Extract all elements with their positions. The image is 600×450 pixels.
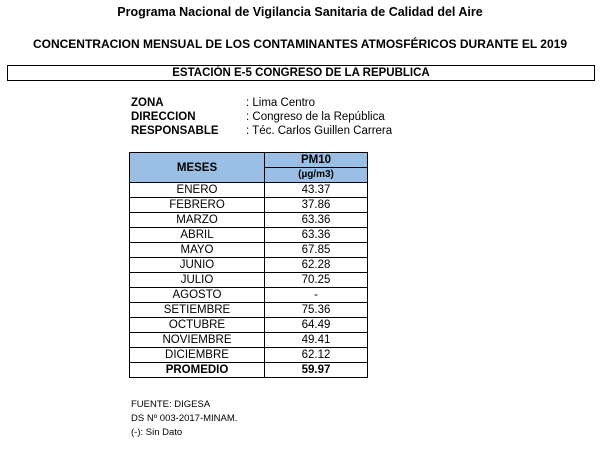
average-value: 59.97 (265, 363, 368, 378)
info-row-responsable (131, 124, 392, 138)
value-cell: 70.25 (265, 273, 368, 288)
month-cell: DICIEMBRE (130, 348, 265, 363)
table-row (130, 303, 368, 318)
month-cell: ABRIL (130, 228, 265, 243)
month-cell: MARZO (130, 213, 265, 228)
header-pm10: PM10 (265, 153, 368, 168)
value-cell: 49.41 (265, 333, 368, 348)
table-row (130, 318, 368, 333)
month-cell: FEBRERO (130, 198, 265, 213)
table-row (130, 288, 368, 303)
document-title: Programa Nacional de Vigilancia Sanitaria de Calidad del Aire (117, 5, 483, 19)
table-row (130, 198, 368, 213)
info-value: : Téc. Carlos Guillen Carrera (246, 125, 393, 137)
table-row (130, 243, 368, 258)
footnotes (131, 398, 237, 440)
table-row (130, 183, 368, 198)
footnote-no-data: (-): Sin Dato (131, 427, 183, 438)
station-info (131, 96, 392, 138)
table-row (130, 228, 368, 243)
table-row (130, 348, 368, 363)
month-cell: JUNIO (130, 258, 265, 273)
document-subtitle: CONCENTRACION MENSUAL DE LOS CONTAMINANTES ATMOSFÉRICOS DURANTE EL 2019 (32, 37, 568, 51)
value-cell: 62.28 (265, 258, 368, 273)
month-cell: NOVIEMBRE (130, 333, 265, 348)
month-cell: OCTUBRE (130, 318, 265, 333)
value-cell: 63.36 (265, 228, 368, 243)
station-banner: ESTACIÓN E-5 CONGRESO DE LA REPUBLICA (7, 65, 595, 81)
table-row (130, 333, 368, 348)
value-cell: 75.36 (265, 303, 368, 318)
month-cell: ENERO (130, 183, 265, 198)
footnote-source: FUENTE: DIGESA (131, 399, 211, 410)
value-cell: 64.49 (265, 318, 368, 333)
value-cell: - (265, 288, 368, 303)
value-cell: 43.37 (265, 183, 368, 198)
value-cell: 37.86 (265, 198, 368, 213)
month-cell: MAYO (130, 243, 265, 258)
info-label: ZONA (131, 97, 164, 109)
average-row (130, 363, 368, 378)
info-value: : Lima Centro (246, 97, 316, 109)
monthly-concentration-table (129, 152, 368, 378)
month-cell: AGOSTO (130, 288, 265, 303)
value-cell: 67.85 (265, 243, 368, 258)
table-row (130, 258, 368, 273)
table-row (130, 213, 368, 228)
month-cell: SETIEMBRE (130, 303, 265, 318)
average-label: PROMEDIO (130, 363, 265, 378)
header-meses: MESES (130, 153, 265, 183)
table-row (130, 273, 368, 288)
info-label: RESPONSABLE (131, 125, 219, 137)
info-row-zona (131, 96, 392, 110)
info-label: DIRECCION (131, 111, 196, 123)
info-row-direccion (131, 110, 392, 124)
info-value: : Congreso de la República (246, 111, 385, 123)
header-unit: (µg/m3) (265, 168, 368, 183)
footnote-regulation: DS Nº 003-2017-MINAM. (131, 413, 238, 424)
value-cell: 63.36 (265, 213, 368, 228)
month-cell: JULIO (130, 273, 265, 288)
value-cell: 62.12 (265, 348, 368, 363)
